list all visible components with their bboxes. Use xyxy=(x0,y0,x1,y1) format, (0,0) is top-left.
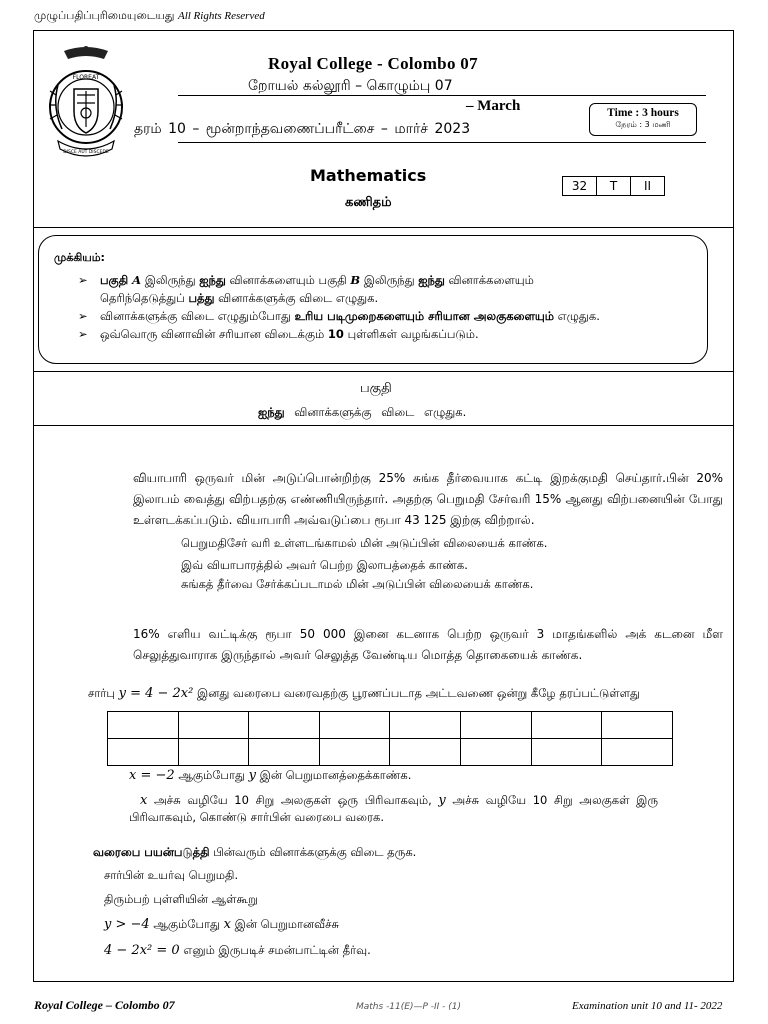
question-1-part-b: இவ் வியாபாரத்தில் அவர் பெற்ற இலாபத்தைக் காண்க. xyxy=(181,558,468,572)
question-1-part-c: சுங்கத் தீர்வை சேர்க்கப்படாமல் மின் அடுப்பின் விலையைக் காண்க. xyxy=(181,577,534,591)
table-of-values xyxy=(107,711,673,766)
svg-text:FLOREAT: FLOREAT xyxy=(72,74,100,81)
paper-code-part: II xyxy=(643,179,652,193)
question-3-part-iii-b: திரும்பற் புள்ளியின் ஆள்கூறு xyxy=(104,892,258,906)
time-english: Time : 3 hours xyxy=(607,107,679,119)
question-3-intro: சார்பு y = 4 − 2x² இனது வரைபை வரைவதற்கு பூரணப்படாத அட்டவணை ஒன்று கீழே தரப்பட்டுள்ளது xyxy=(88,686,641,701)
school-name-tamil: றோயல் கல்லூரி – கொழும்பு 07 xyxy=(248,78,453,94)
instruction-item-1-cont: தெரிந்தெடுத்துப் பத்து வினாக்களுக்கு விடை எழுதுக. xyxy=(100,291,379,305)
part-instruction: ஐந்து வினாக்களுக்கு விடை எழுதுக. xyxy=(258,405,467,419)
question-3-part-ii: x அச்சு வழியே 10 சிறு அலகுகள் ஒரு பிரிவாகவும், y அச்சு வழியே 10 சிறு அலகுகள் இரு xyxy=(140,793,659,808)
question-3-part-ii-cont: பிரிவாகவும், கொண்டு சார்பின் வரைபை வரைக. xyxy=(129,810,385,824)
instruction-item-1: ➢ பகுதி A இலிருந்து ஐந்து வினாக்களையும் பகுதி B இலிருந்து ஐந்து வினாக்களையும் xyxy=(78,273,534,287)
part-title: பகுதி xyxy=(360,381,392,396)
question-3-part-iii: வரைபை பயன்படுத்தி பின்வரும் வினாக்களுக்கு விடை தருக. xyxy=(93,845,417,859)
instruction-item-3: ➢ ஒவ்வொரு வினாவின் சரியான விடைக்கும் 10 புள்ளிகள் வழங்கப்படும். xyxy=(78,327,479,341)
table-cell xyxy=(602,712,673,739)
exam-title-tamil: தரம் 10 – மூன்றாந்தவணைப்பரீட்சை – மார்ச் 2023 xyxy=(134,121,471,137)
arrow-bullet-icon: ➢ xyxy=(78,309,88,323)
copyright-tamil: முழுப்பதிப்புரிமையுடையது xyxy=(34,9,175,22)
table-cell xyxy=(602,739,673,766)
header-divider-2 xyxy=(178,142,706,143)
section-divider-1 xyxy=(33,227,734,228)
question-2-text: 16% எளிய வட்டிக்கு ரூபா 50 000 இனை கடனாக பெற்ற ஒருவர் 3 மாதங்களில் அக் கடனை மீள செலுத்துவாராக இருந்தால் அவர் செலுத்த வேண்டிய மொத்த தொகையைக் காண்க. xyxy=(133,627,723,662)
table-cell xyxy=(390,739,461,766)
table-cell xyxy=(319,712,390,739)
footer-paper-code: Maths -11(E)—P -II - (1) xyxy=(356,1002,462,1012)
royal-college-crest-icon xyxy=(46,45,126,167)
question-1-text: வியாபாரி ஒருவர் மின் அடுப்பொன்றிற்கு 25% சுங்க தீர்வையாக கட்டி இறக்குமதி செய்தார்.பின் 20% இலாபம் வைத்து விற்பதற்கு எண்ணியிருந்தார். அதற்கு பெறுமதி சேர்வரி 15% ஆனது விற்பனையின் போது உள்ளடக்கப்படும். வியாபாரி அவ்வடுப்பை ரூபா 43 125 இற்கு விற்றால். xyxy=(133,471,723,527)
arrow-bullet-icon: ➢ xyxy=(78,327,88,341)
question-3-part-i: x = −2 ஆகும்போது y இன் பெறுமானத்தைக்காண்க. xyxy=(129,768,412,783)
table-cell xyxy=(178,739,249,766)
table-cell xyxy=(460,739,531,766)
paper-code-number: 32 xyxy=(563,177,597,195)
section-divider-2 xyxy=(33,371,734,372)
table-cell xyxy=(249,739,320,766)
copyright-notice xyxy=(34,9,265,24)
time-tamil: நேரம் : 3 மணி xyxy=(615,120,671,129)
subject-tamil: கணிதம் xyxy=(345,195,392,210)
table-cell xyxy=(390,712,461,739)
table-cell xyxy=(178,712,249,739)
question-3-part-iii-a: சார்பின் உயர்வு பெறுமதி. xyxy=(104,868,239,882)
exam-month-english: – March xyxy=(466,98,521,114)
table-cell xyxy=(108,739,179,766)
arrow-bullet-icon: ➢ xyxy=(78,273,88,287)
svg-text:DISCE AUT DISCEDE: DISCE AUT DISCEDE xyxy=(63,150,109,155)
paper-code-box xyxy=(562,176,665,196)
instruction-item-2: ➢ வினாக்களுக்கு விடை எழுதும்போது உரிய படிமுறைகளையும் சரியான அலகுகளையும் எழுதுக. xyxy=(78,309,600,323)
table-cell xyxy=(249,712,320,739)
question-1-part-a: பெறுமதிசேர் வரி உள்ளடங்காமல் மின் அடுப்பின் விலையைக் காண்க. xyxy=(181,536,548,550)
table-cell xyxy=(108,712,179,739)
table-cell xyxy=(531,739,602,766)
paper-code-medium: T xyxy=(597,177,631,195)
subject-english: Mathematics xyxy=(310,166,427,185)
table-row xyxy=(108,739,673,766)
section-divider-3 xyxy=(33,425,734,426)
school-name-english: Royal College - Colombo 07 xyxy=(268,54,478,73)
question-3-part-iii-d: 4 − 2x² = 0 எனும் இருபடிச் சமன்பாட்டின் தீர்வு. xyxy=(104,943,371,958)
footer-exam-unit: Examination unit 10 and 11- 2022 xyxy=(572,1000,723,1012)
table-row xyxy=(108,712,673,739)
copyright-english: All Rights Reserved xyxy=(177,10,265,22)
footer-school: Royal College – Colombo 07 xyxy=(34,998,175,1012)
table-cell xyxy=(319,739,390,766)
table-cell xyxy=(460,712,531,739)
table-cell xyxy=(531,712,602,739)
question-3-part-iii-c: y > −4 ஆகும்போது x இன் பெறுமானவீச்சு xyxy=(104,917,340,932)
time-box xyxy=(589,103,697,136)
instructions-title: முக்கியம்: xyxy=(54,251,105,264)
